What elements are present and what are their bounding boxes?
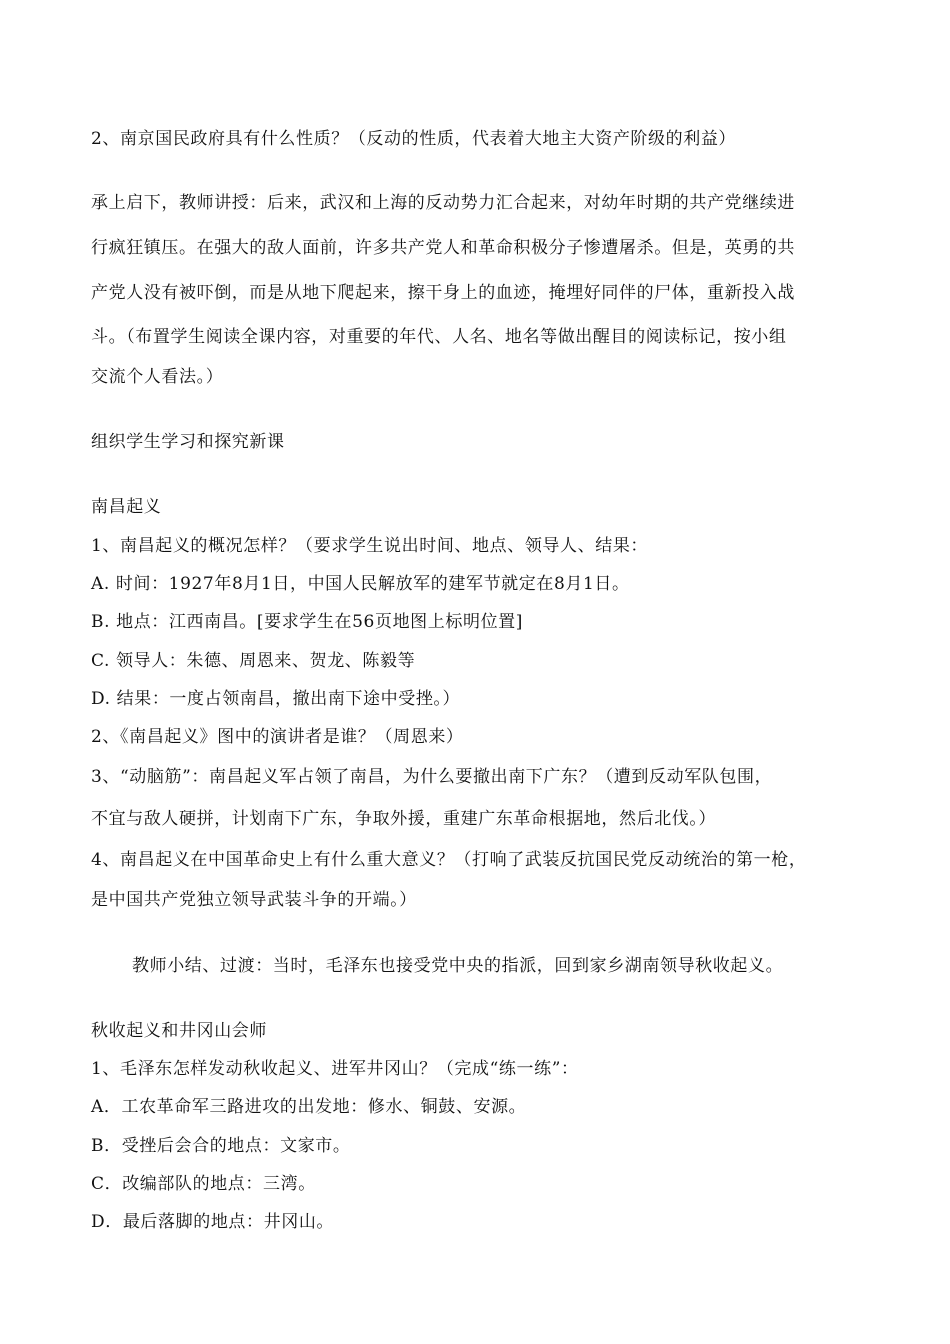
paragraph-line: 产党人没有被吓倒，而是从地下爬起来，擦干身上的血迹，掩埋好同伴的尸体，重新投入战 bbox=[91, 283, 795, 303]
question-line: 是中国共产党独立领导武装斗争的开端。） bbox=[91, 890, 417, 910]
answer-item: A. 时间：1927年8月1日，中国人民解放军的建军节就定在8月1日。 bbox=[91, 574, 630, 594]
answer-item: A．工农革命军三路进攻的出发地：修水、铜鼓、安源。 bbox=[91, 1097, 527, 1117]
section-heading: 组织学生学习和探究新课 bbox=[91, 432, 285, 452]
question-line: 3、“动脑筋”：南昌起义军占领了南昌，为什么要撤出南下广东？（遭到反动军队包围， bbox=[91, 767, 773, 787]
paragraph-line: 承上启下，教师讲授：后来，武汉和上海的反动势力汇合起来，对幼年时期的共产党继续进 bbox=[91, 193, 795, 213]
paragraph-line: 斗。（布置学生阅读全课内容，对重要的年代、人名、地名等做出醒目的阅读标记，按小组 bbox=[91, 327, 787, 347]
section-heading: 秋收起义和井冈山会师 bbox=[91, 1021, 267, 1041]
answer-item: D．最后落脚的地点：井冈山。 bbox=[91, 1212, 335, 1232]
question-nature-of-government: 2、南京国民政府具有什么性质？（反动的性质，代表着大地主大资产阶级的利益） bbox=[91, 129, 737, 149]
question-line: 1、毛泽东怎样发动秋收起义、进军井冈山？（完成“练一练”： bbox=[91, 1059, 579, 1079]
paragraph-line: 行疯狂镇压。在强大的敌人面前，许多共产党人和革命积极分子惨遭屠杀。但是，英勇的共 bbox=[91, 238, 795, 258]
question-line: 4、南昌起义在中国革命史上有什么重大意义？（打响了武装反抗国民党反动统治的第一枪， bbox=[91, 850, 807, 870]
question-line: 2、《南昌起义》图中的演讲者是谁？（周恩来） bbox=[91, 727, 464, 747]
answer-item: C．改编部队的地点：三湾。 bbox=[91, 1174, 316, 1194]
answer-item: B. 地点：江西南昌。[要求学生在56页地图上标明位置] bbox=[91, 612, 523, 632]
question-line: 1、南昌起义的概况怎样？（要求学生说出时间、地点、领导人、结果： bbox=[91, 536, 649, 556]
question-line: 不宜与敌人硬拼，计划南下广东，争取外援，重建广东革命根据地，然后北伐。） bbox=[91, 809, 717, 829]
teacher-summary: 教师小结、过渡：当时，毛泽东也接受党中央的指派，回到家乡湖南领导秋收起义。 bbox=[132, 956, 784, 976]
answer-item: B．受挫后会合的地点：文家市。 bbox=[91, 1136, 351, 1156]
answer-item: C. 领导人：朱德、周恩来、贺龙、陈毅等 bbox=[91, 651, 416, 671]
answer-item: D. 结果：一度占领南昌，撤出南下途中受挫。） bbox=[91, 689, 461, 709]
section-heading: 南昌起义 bbox=[91, 497, 162, 517]
paragraph-line: 交流个人看法。） bbox=[91, 367, 224, 387]
